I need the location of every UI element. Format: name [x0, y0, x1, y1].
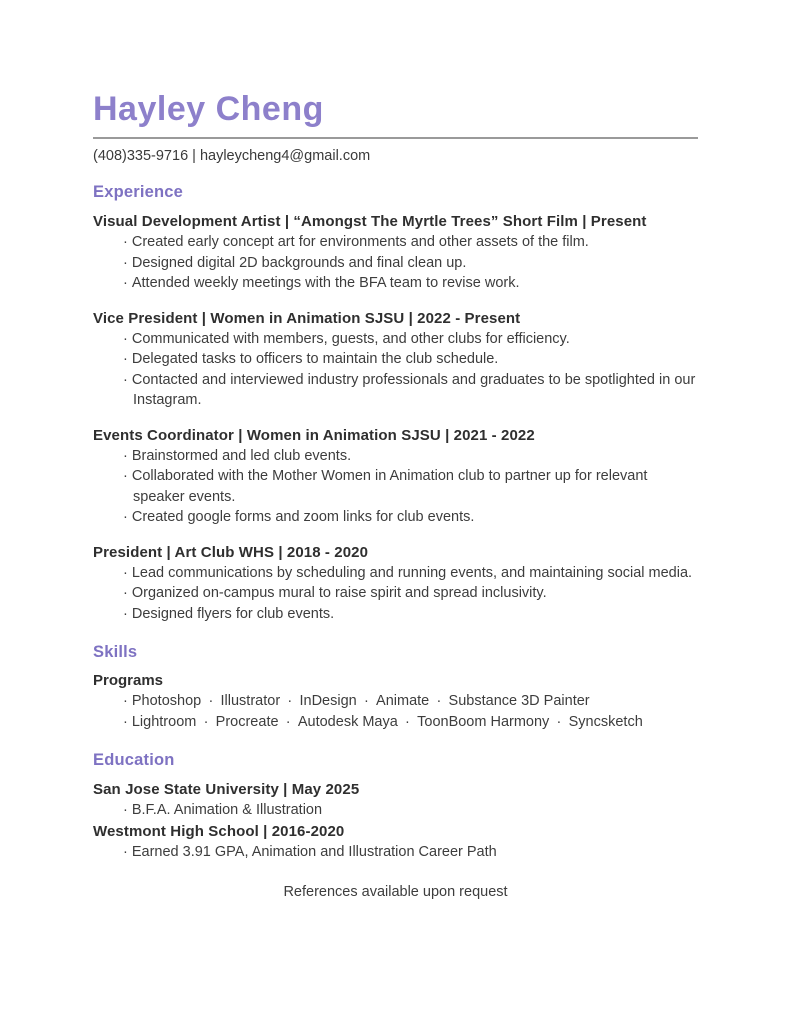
- bullet-item: · Designed digital 2D backgrounds and final clean up.: [123, 253, 698, 274]
- entry-title: Visual Development Artist | “Amongst The Myrtle Trees” Short Film | Present: [93, 213, 647, 231]
- entry-title: Events Coordinator | Women in Animation SJSU | 2021 - 2022: [93, 426, 535, 444]
- education-entry-westmont: [93, 823, 698, 863]
- entry-title: Westmont High School | 2016-2020: [93, 822, 345, 840]
- bullet-item: · Brainstormed and led club events.: [123, 446, 698, 467]
- bullet-item: · Contacted and interviewed industry professionals and graduates to be spotlighted in our Instagram.: [123, 370, 698, 411]
- bullet-list: [93, 329, 698, 411]
- bullet-list: [93, 446, 698, 528]
- bullet-item: · Attended weekly meetings with the BFA team to revise work.: [123, 273, 698, 294]
- bullet-item: · Collaborated with the Mother Women in Animation club to partner up for relevant speaker events.: [123, 466, 698, 507]
- bullet-list: [93, 232, 698, 294]
- footer-note: References available upon request: [283, 884, 508, 901]
- skills-subheading: Programs: [93, 672, 164, 690]
- section-heading-education: Education: [93, 751, 175, 770]
- bullet-item: · Organized on-campus mural to raise spirit and spread inclusivity.: [123, 583, 698, 604]
- section-heading-experience: Experience: [93, 183, 184, 202]
- page-title: Hayley Cheng: [93, 90, 324, 128]
- entry-title: San Jose State University | May 2025: [93, 781, 360, 799]
- skills-line: · Photoshop · Illustrator · InDesign · Animate · Substance 3D Painter: [123, 691, 698, 712]
- skills-list: [93, 691, 698, 732]
- bullet-item: · Communicated with members, guests, and other clubs for efficiency.: [123, 329, 698, 350]
- resume-header: [93, 90, 698, 164]
- section-heading-skills: Skills: [93, 643, 138, 662]
- skills-line: · Lightroom · Procreate · Autodesk Maya · ToonBoom Harmony · Syncsketch: [123, 712, 698, 733]
- header-divider: [93, 137, 698, 139]
- contact-info: (408)335-9716 | hayleycheng4@gmail.com: [93, 148, 371, 165]
- section-experience: [93, 183, 698, 624]
- bullet-list: [93, 842, 698, 863]
- section-skills: [93, 643, 698, 732]
- bullet-item: · Earned 3.91 GPA, Animation and Illustration Career Path: [123, 842, 698, 863]
- section-education: [93, 751, 698, 862]
- experience-entry-president-art-club: [93, 544, 698, 625]
- bullet-item: · Created google forms and zoom links for club events.: [123, 507, 698, 528]
- education-entry-sjsu: [93, 781, 698, 821]
- entry-title: President | Art Club WHS | 2018 - 2020: [93, 543, 369, 561]
- bullet-item: · Designed flyers for club events.: [123, 604, 698, 625]
- bullet-item: · Created early concept art for environments and other assets of the film.: [123, 232, 698, 253]
- bullet-item: · B.F.A. Animation & Illustration: [123, 800, 698, 821]
- experience-entry-vice-president: [93, 310, 698, 411]
- experience-entry-events-coordinator: [93, 427, 698, 528]
- bullet-item: · Lead communications by scheduling and running events, and maintaining social media.: [123, 563, 698, 584]
- bullet-item: · Delegated tasks to officers to maintain the club schedule.: [123, 349, 698, 370]
- bullet-list: [93, 800, 698, 821]
- entry-title: Vice President | Women in Animation SJSU | 2022 - Present: [93, 309, 521, 327]
- bullet-list: [93, 563, 698, 625]
- experience-entry-visual-development: [93, 213, 698, 294]
